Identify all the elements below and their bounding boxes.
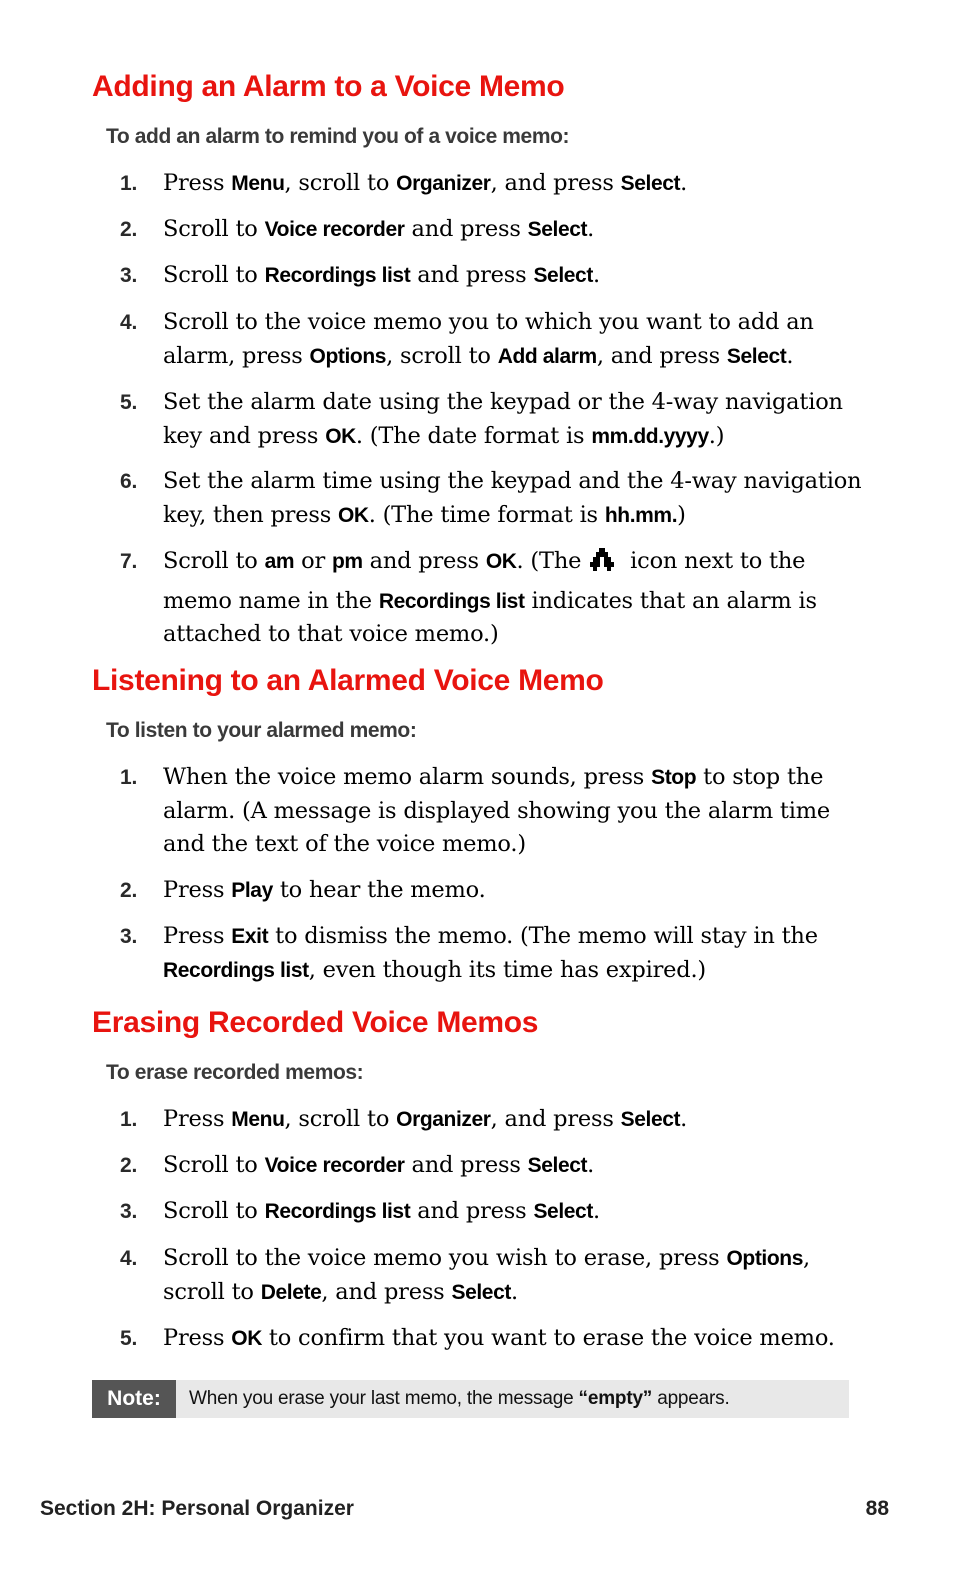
step-text: Scroll to Voice recorder and press Select. [163, 1152, 595, 1178]
step-text: Press OK to confirm that you want to erase the voice memo. [163, 1325, 835, 1351]
step-text: Press Menu, scroll to Organizer, and press Select. [163, 1106, 688, 1132]
step-text: Press Menu, scroll to Organizer, and press Select. [163, 170, 688, 196]
section-heading-erasing: Erasing Recorded Voice Memos [92, 1006, 539, 1039]
section-intro: To erase recorded memos: [106, 1061, 364, 1084]
step-text: Press Exit to dismiss the memo. (The memo will stay in the Recordings list, even though its time has expired.) [163, 923, 818, 983]
step-number: 4. [120, 1247, 138, 1270]
step-number: 1. [120, 1108, 138, 1131]
section-intro: To listen to your alarmed memo: [106, 719, 417, 742]
step [120, 213, 870, 247]
step-text: Set the alarm time using the keypad and the 4-way navigation key, then press OK. (The time format is hh.mm.) [163, 468, 862, 528]
step-number: 1. [120, 766, 138, 789]
step-number: 1. [120, 172, 138, 195]
step [120, 465, 870, 532]
step-number: 3. [120, 264, 138, 287]
step-text: Press Play to hear the memo. [163, 877, 486, 903]
step [120, 1322, 870, 1356]
step [120, 259, 870, 293]
step [120, 1103, 870, 1137]
step [120, 1149, 870, 1183]
step-number: 6. [120, 470, 138, 493]
step [120, 920, 870, 987]
step [120, 1195, 870, 1229]
step-number: 3. [120, 925, 138, 948]
step [120, 386, 870, 453]
step-text: When the voice memo alarm sounds, press Stop to stop the alarm. (A message is displayed showing you the alarm time and the text of the voice memo.) [163, 764, 831, 857]
step [120, 167, 870, 201]
step-number: 7. [120, 550, 138, 573]
step [120, 306, 870, 373]
step-text: Set the alarm date using the keypad or the 4-way navigation key and press OK. (The date format is mm.dd.yyyy.) [163, 389, 843, 449]
step [120, 874, 870, 908]
step-number: 2. [120, 218, 138, 241]
step-text: Scroll to Voice recorder and press Select. [163, 216, 595, 242]
step-number: 4. [120, 311, 138, 334]
step-text: Scroll to am or pm and press OK. (The icon next to the memo name in the Recordings list indicates that an alarm is attached to that voice memo.) [163, 548, 817, 647]
section-heading-adding-alarm: Adding an Alarm to a Voice Memo [92, 70, 565, 103]
step [120, 1242, 870, 1309]
step-text: Scroll to Recordings list and press Select. [163, 262, 600, 288]
footer-section-title: Section 2H: Personal Organizer [40, 1497, 354, 1520]
note-text: When you erase your last memo, the message “empty” appears. [189, 1388, 730, 1409]
step-text: Scroll to the voice memo you to which you want to add an alarm, press Options, scroll to Add alarm, and press Select. [163, 309, 814, 369]
step [120, 545, 870, 652]
step-number: 3. [120, 1200, 138, 1223]
section-intro: To add an alarm to remind you of a voice memo: [106, 125, 570, 148]
step-number: 5. [120, 1327, 138, 1350]
alarm-clock-icon [587, 548, 617, 585]
note-label: Note: [92, 1380, 176, 1418]
step [120, 761, 870, 862]
note-box [92, 1380, 849, 1418]
section-heading-listening: Listening to an Alarmed Voice Memo [92, 664, 604, 697]
step-text: Scroll to the voice memo you wish to erase, press Options, scroll to Delete, and press Select. [163, 1245, 810, 1305]
step-number: 2. [120, 879, 138, 902]
step-number: 2. [120, 1154, 138, 1177]
page-number: 88 [865, 1497, 889, 1520]
step-number: 5. [120, 391, 138, 414]
step-text: Scroll to Recordings list and press Select. [163, 1198, 600, 1224]
